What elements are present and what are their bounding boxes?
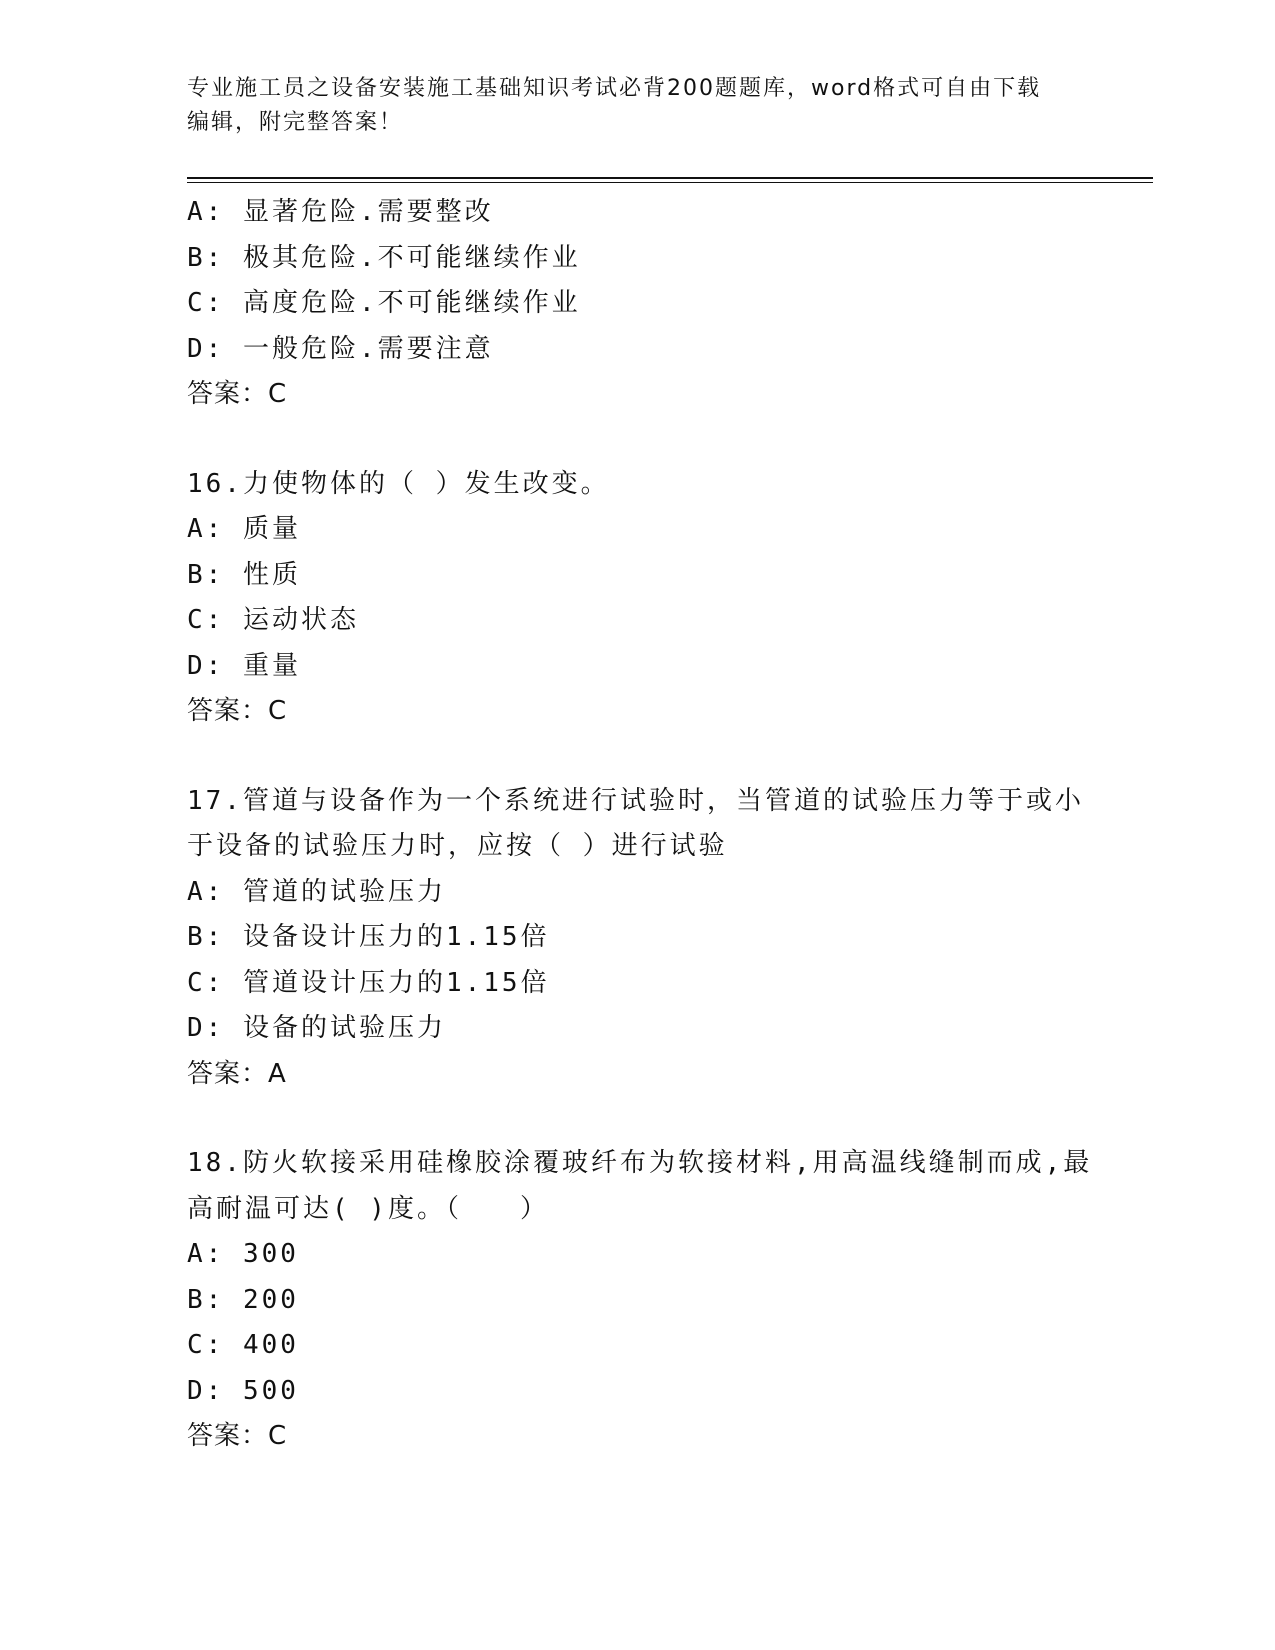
option-b: B: 性质 — [187, 559, 301, 590]
header-line-2: 编辑，附完整答案！ — [187, 110, 404, 135]
document-header — [187, 72, 1087, 140]
header-divider-thick — [187, 177, 1153, 179]
option-c: C: 400 — [187, 1330, 299, 1360]
option-a: A: 显著危险.需要整改 — [187, 197, 494, 227]
header-divider-thin — [187, 182, 1153, 183]
option-d: D: 一般危险.需要注意 — [187, 333, 494, 364]
option-a: A: 300 — [187, 1239, 299, 1269]
answer-line: 答案：A — [187, 1058, 287, 1089]
question-text-continued: 于设备的试验压力时，应按（ ）进行试验 — [187, 831, 728, 861]
question-spacer — [187, 418, 1087, 462]
question-block-15 — [187, 190, 1087, 418]
option-a: A: 管道的试验压力 — [187, 876, 446, 907]
answer-line: 答案：C — [187, 696, 288, 726]
question-block-16 — [187, 462, 1087, 735]
question-text-continued: 高耐温可达( )度。（ ） — [187, 1193, 549, 1224]
option-c: C: 运动状态 — [187, 605, 359, 635]
question-spacer — [187, 1097, 1087, 1141]
question-spacer — [187, 735, 1087, 779]
question-block-18 — [187, 1141, 1093, 1460]
option-b: B: 设备设计压力的1.15倍 — [187, 922, 550, 952]
option-b: B: 200 — [187, 1284, 299, 1315]
option-c: C: 管道设计压力的1.15倍 — [187, 967, 550, 998]
question-block-17 — [187, 779, 1087, 1098]
question-text: 18.防火软接采用硅橡胶涂覆玻纤布为软接材料,用高温线缝制而成,最 — [187, 1148, 1093, 1178]
option-c: C: 高度危险.不可能继续作业 — [187, 288, 581, 318]
option-d: D: 设备的试验压力 — [187, 1013, 446, 1043]
option-d: D: 500 — [187, 1375, 299, 1406]
question-text: 17.管道与设备作为一个系统进行试验时，当管道的试验压力等于或小 — [187, 785, 1084, 816]
question-list — [187, 190, 1093, 1460]
answer-line: 答案：C — [187, 379, 288, 409]
question-text: 16.力使物体的（ ）发生改变。 — [187, 468, 610, 499]
option-a: A: 质量 — [187, 514, 301, 544]
answer-line: 答案：C — [187, 1421, 288, 1451]
option-b: B: 极其危险.不可能继续作业 — [187, 242, 581, 273]
option-d: D: 重量 — [187, 650, 301, 681]
header-line-1: 专业施工员之设备安装施工基础知识考试必背200题题库，word格式可自由下载 — [187, 76, 1042, 101]
